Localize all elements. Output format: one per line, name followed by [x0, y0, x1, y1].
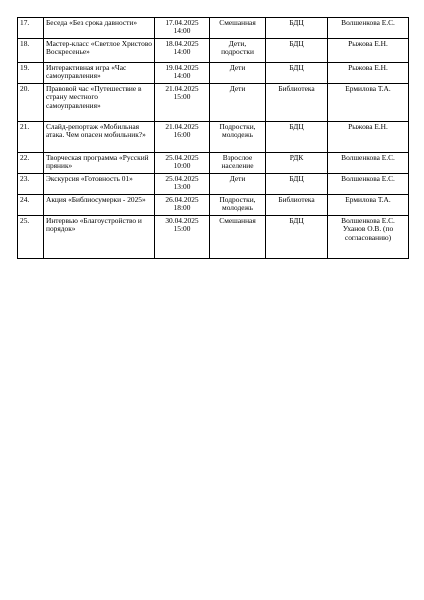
event-responsible-cell [328, 18, 409, 39]
table-row [18, 122, 409, 153]
event-title-cell [44, 174, 155, 195]
event-responsible-cell [328, 122, 409, 153]
event-title: Мастер-класс «Светлое Христово Воскресенье» [46, 38, 152, 57]
row-number-cell [18, 39, 44, 63]
event-audience-cell [210, 216, 266, 259]
event-time: 15:00 [173, 92, 191, 102]
event-datetime-cell [155, 195, 210, 216]
event-venue-cell [266, 84, 328, 122]
event-time: 14:00 [173, 71, 191, 81]
event-audience: Смешанная [219, 17, 256, 27]
event-venue: БДЦ [289, 17, 304, 27]
event-venue: БДЦ [289, 215, 304, 225]
event-venue: РДК [289, 152, 304, 162]
table-row [18, 84, 409, 122]
event-responsible-cell [328, 39, 409, 63]
event-datetime-cell [155, 84, 210, 122]
event-title: Беседа «Без срока давности» [46, 17, 138, 27]
event-datetime-cell [155, 63, 210, 84]
row-number: 20. [20, 83, 30, 93]
event-title-cell [44, 153, 155, 174]
event-responsible: Рыжова Е.Н. [348, 38, 388, 48]
event-date: 18.04.2025 [165, 38, 199, 48]
row-number: 22. [20, 152, 30, 162]
row-number-cell [18, 84, 44, 122]
row-number: 21. [20, 121, 30, 131]
event-date: 25.04.2025 [165, 152, 199, 162]
event-responsible: Рыжова Е.Н. [348, 62, 388, 72]
event-title-cell [44, 84, 155, 122]
event-audience: Подростки, молодежь [219, 194, 256, 213]
table-row [18, 153, 409, 174]
event-audience-cell [210, 122, 266, 153]
event-title-cell [44, 122, 155, 153]
row-number: 18. [20, 38, 30, 48]
row-number: 23. [20, 173, 30, 183]
event-datetime-cell [155, 153, 210, 174]
event-date: 19.04.2025 [165, 62, 199, 72]
event-venue-cell [266, 216, 328, 259]
event-responsible-cell [328, 84, 409, 122]
event-date: 17.04.2025 [165, 17, 199, 27]
table-row [18, 18, 409, 39]
event-responsible-cell [328, 216, 409, 259]
event-venue-cell [266, 122, 328, 153]
event-datetime-cell [155, 216, 210, 259]
event-responsible-cell [328, 63, 409, 84]
event-time: 10:00 [173, 161, 191, 171]
table-row [18, 63, 409, 84]
event-venue-cell [266, 195, 328, 216]
row-number: 25. [20, 215, 30, 225]
event-title: Творческая программа «Русский пряник» [46, 152, 149, 171]
event-datetime-cell [155, 174, 210, 195]
event-audience-cell [210, 63, 266, 84]
row-number-cell [18, 63, 44, 84]
event-time: 13:00 [173, 182, 191, 192]
table-row [18, 216, 409, 259]
event-time: 14:00 [173, 26, 191, 36]
event-audience: Взрослое население [221, 152, 254, 171]
schedule-table [17, 17, 409, 259]
event-responsible: Волшенкова Е.С. [341, 173, 395, 183]
event-date: 25.04.2025 [165, 173, 199, 183]
event-title: Правовой час «Путешествие в страну местного самоуправления» [46, 83, 142, 110]
event-audience-cell [210, 18, 266, 39]
event-venue: БДЦ [289, 38, 304, 48]
event-responsible-cell [328, 174, 409, 195]
event-time: 14:00 [173, 47, 191, 57]
event-time: 15:00 [173, 224, 191, 234]
table-row [18, 39, 409, 63]
event-title: Слайд-репортаж «Мобильная атака. Чем опасен мобильник?» [46, 121, 146, 140]
table-row [18, 195, 409, 216]
event-title-cell [44, 195, 155, 216]
event-venue-cell [266, 18, 328, 39]
event-responsible: Волшенкова Е.С. Уханов О.В. (по согласованию) [341, 215, 395, 242]
event-responsible: Ермилова Т.А. [345, 83, 391, 93]
event-time: 16:00 [173, 130, 191, 140]
event-title: Интервью «Благоустройство и порядок» [46, 215, 142, 234]
event-date: 26.04.2025 [165, 194, 199, 204]
event-venue: БДЦ [289, 121, 304, 131]
event-responsible: Волшенкова Е.С. [341, 152, 395, 162]
event-datetime-cell [155, 39, 210, 63]
row-number: 24. [20, 194, 30, 204]
event-venue: БДЦ [289, 173, 304, 183]
event-date: 30.04.2025 [165, 215, 199, 225]
event-title-cell [44, 39, 155, 63]
row-number-cell [18, 153, 44, 174]
event-responsible: Рыжова Е.Н. [348, 121, 388, 131]
event-venue: Библиотека [278, 83, 315, 93]
row-number-cell [18, 174, 44, 195]
row-number: 17. [20, 17, 30, 27]
event-time: 18:00 [173, 203, 191, 213]
event-date: 21.04.2025 [165, 83, 199, 93]
event-venue-cell [266, 63, 328, 84]
event-venue-cell [266, 153, 328, 174]
event-venue: Библиотека [278, 194, 315, 204]
event-responsible: Ермилова Т.А. [345, 194, 391, 204]
row-number: 19. [20, 62, 30, 72]
event-audience: Дети [229, 173, 246, 183]
event-audience-cell [210, 195, 266, 216]
table-row [18, 174, 409, 195]
event-title: Акция «Библиосумерки - 2025» [46, 194, 146, 204]
table-body [18, 18, 409, 259]
event-title-cell [44, 63, 155, 84]
event-datetime-cell [155, 18, 210, 39]
event-audience: Подростки, молодежь [219, 121, 256, 140]
row-number-cell [18, 18, 44, 39]
event-responsible-cell [328, 153, 409, 174]
event-audience: Дети, подростки [221, 38, 254, 57]
event-title: Экскурсия «Готовность 01» [46, 173, 133, 183]
event-audience-cell [210, 84, 266, 122]
event-audience-cell [210, 39, 266, 63]
event-datetime-cell [155, 122, 210, 153]
event-title-cell [44, 216, 155, 259]
event-title-cell [44, 18, 155, 39]
event-audience: Дети [229, 83, 246, 93]
event-responsible: Волшенкова Е.С. [341, 17, 395, 27]
event-responsible-cell [328, 195, 409, 216]
event-audience: Дети [229, 62, 246, 72]
row-number-cell [18, 122, 44, 153]
event-audience-cell [210, 174, 266, 195]
event-venue-cell [266, 39, 328, 63]
row-number-cell [18, 216, 44, 259]
event-date: 21.04.2025 [165, 121, 199, 131]
event-title: Интерактивная игра «Час самоуправления» [46, 62, 127, 81]
event-venue-cell [266, 174, 328, 195]
event-audience-cell [210, 153, 266, 174]
event-venue: БДЦ [289, 62, 304, 72]
row-number-cell [18, 195, 44, 216]
event-audience: Смешанная [219, 215, 256, 225]
